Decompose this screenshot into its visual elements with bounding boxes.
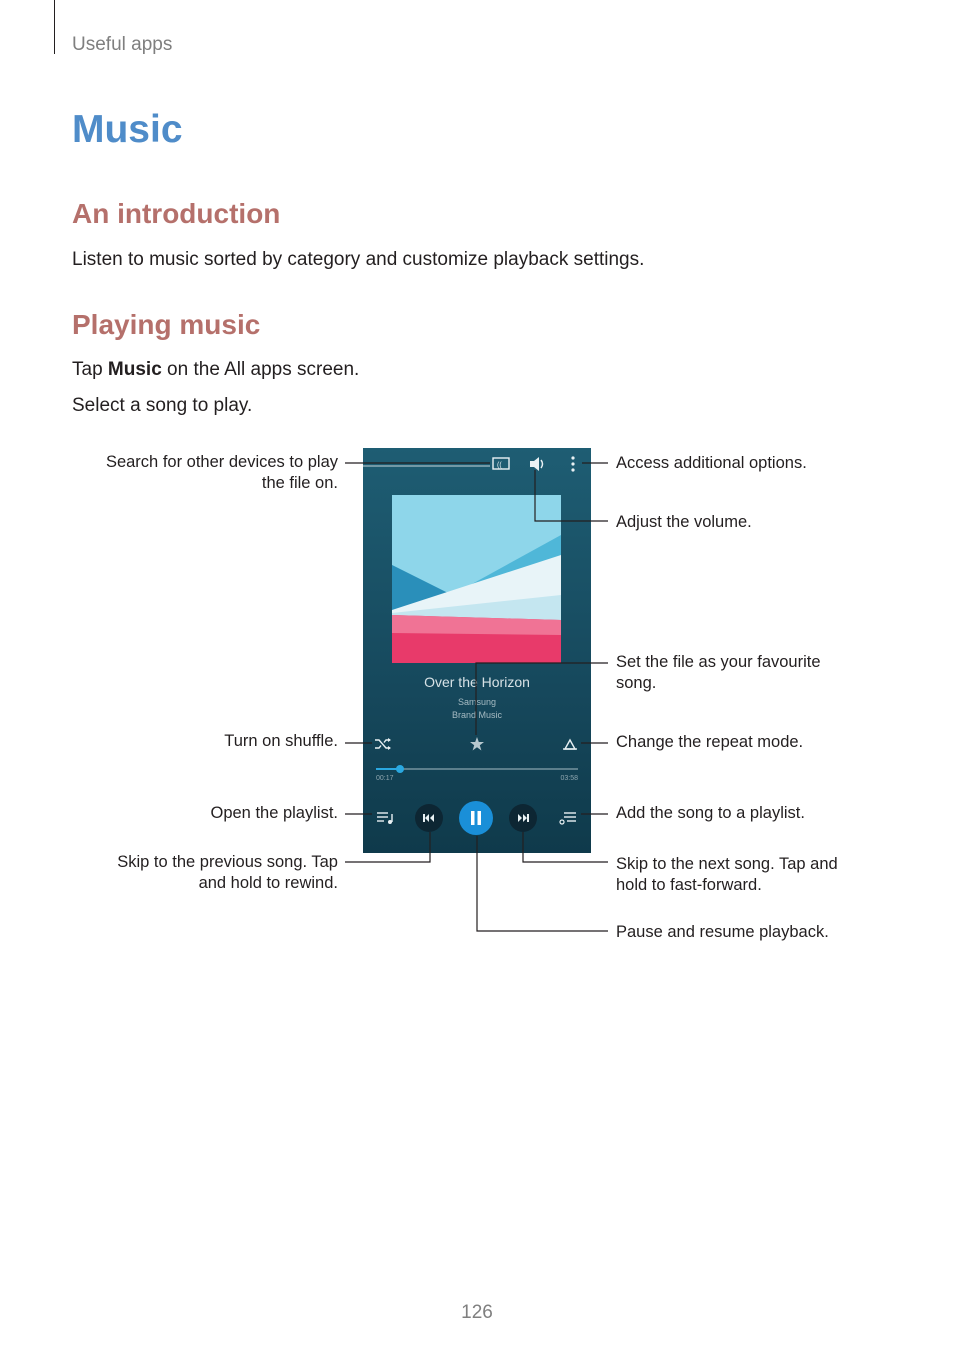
progress-bar[interactable] (376, 768, 578, 770)
pause-icon (459, 801, 493, 835)
callout-search-devices (106, 452, 338, 494)
song-album: Brand Music (451, 710, 503, 720)
playing-heading: Playing music (72, 309, 261, 340)
page-margin-rule (54, 0, 55, 54)
callout-previous-line-2: and hold to rewind. (198, 874, 338, 892)
pause-button[interactable] (459, 801, 493, 835)
callout-options: Access additional options. (616, 454, 807, 472)
step-1 (72, 359, 359, 381)
callout-previous-line-1: Skip to the previous song. Tap (117, 853, 338, 871)
time-total: 03:58 (560, 775, 578, 782)
music-player-screen (363, 448, 591, 853)
repeat-icon[interactable] (562, 737, 578, 751)
callout-next-line-1: Skip to the next song. Tap and (616, 855, 838, 873)
playlist-icon[interactable] (376, 811, 396, 825)
step-1-prefix: Tap (72, 359, 108, 380)
song-title: Over the Horizon (424, 674, 530, 690)
shuffle-icon[interactable] (374, 737, 392, 751)
intro-text: Listen to music sorted by category and customize playback settings. (72, 249, 645, 270)
page-number: 126 (461, 1302, 493, 1323)
album-art (392, 495, 561, 663)
more-options-icon[interactable] (570, 456, 576, 472)
next-icon (509, 804, 537, 832)
callout-pause: Pause and resume playback. (616, 923, 829, 941)
song-artist: Samsung (457, 697, 497, 707)
svg-text:((: (( (497, 462, 502, 469)
callout-repeat: Change the repeat mode. (616, 733, 804, 751)
cast-icon[interactable] (491, 457, 511, 471)
add-to-playlist-icon[interactable] (558, 811, 578, 825)
callout-favourite-line-2: song. (616, 674, 657, 692)
step-1-suffix: on the All apps screen. (161, 359, 360, 380)
time-elapsed: 00:17 (376, 775, 394, 782)
callout-open-playlist: Open the playlist. (210, 804, 338, 822)
star-icon[interactable] (470, 737, 484, 751)
section-label: Useful apps (72, 34, 173, 55)
previous-button[interactable] (415, 804, 443, 832)
next-button[interactable] (509, 804, 537, 832)
callout-next (616, 854, 838, 896)
callout-favourite-line-1: Set the file as your favourite (616, 653, 821, 671)
callout-previous (117, 852, 338, 894)
callout-search-devices-line-2: the file on. (261, 474, 338, 492)
previous-icon (415, 804, 443, 832)
callout-next-line-2: hold to fast-forward. (616, 876, 762, 894)
step-1-app-name: Music (107, 359, 162, 380)
progress-handle[interactable] (396, 765, 404, 773)
callout-favourite (616, 652, 821, 694)
callout-shuffle: Turn on shuffle. (224, 732, 338, 750)
intro-heading: An introduction (72, 198, 281, 229)
page-title: Music (72, 108, 183, 151)
step-2: Select a song to play. (72, 395, 253, 416)
callout-add-playlist: Add the song to a playlist. (616, 804, 805, 822)
callout-search-devices-line-1: Search for other devices to play (105, 453, 338, 471)
volume-icon[interactable] (529, 456, 547, 472)
callout-volume: Adjust the volume. (616, 513, 752, 531)
